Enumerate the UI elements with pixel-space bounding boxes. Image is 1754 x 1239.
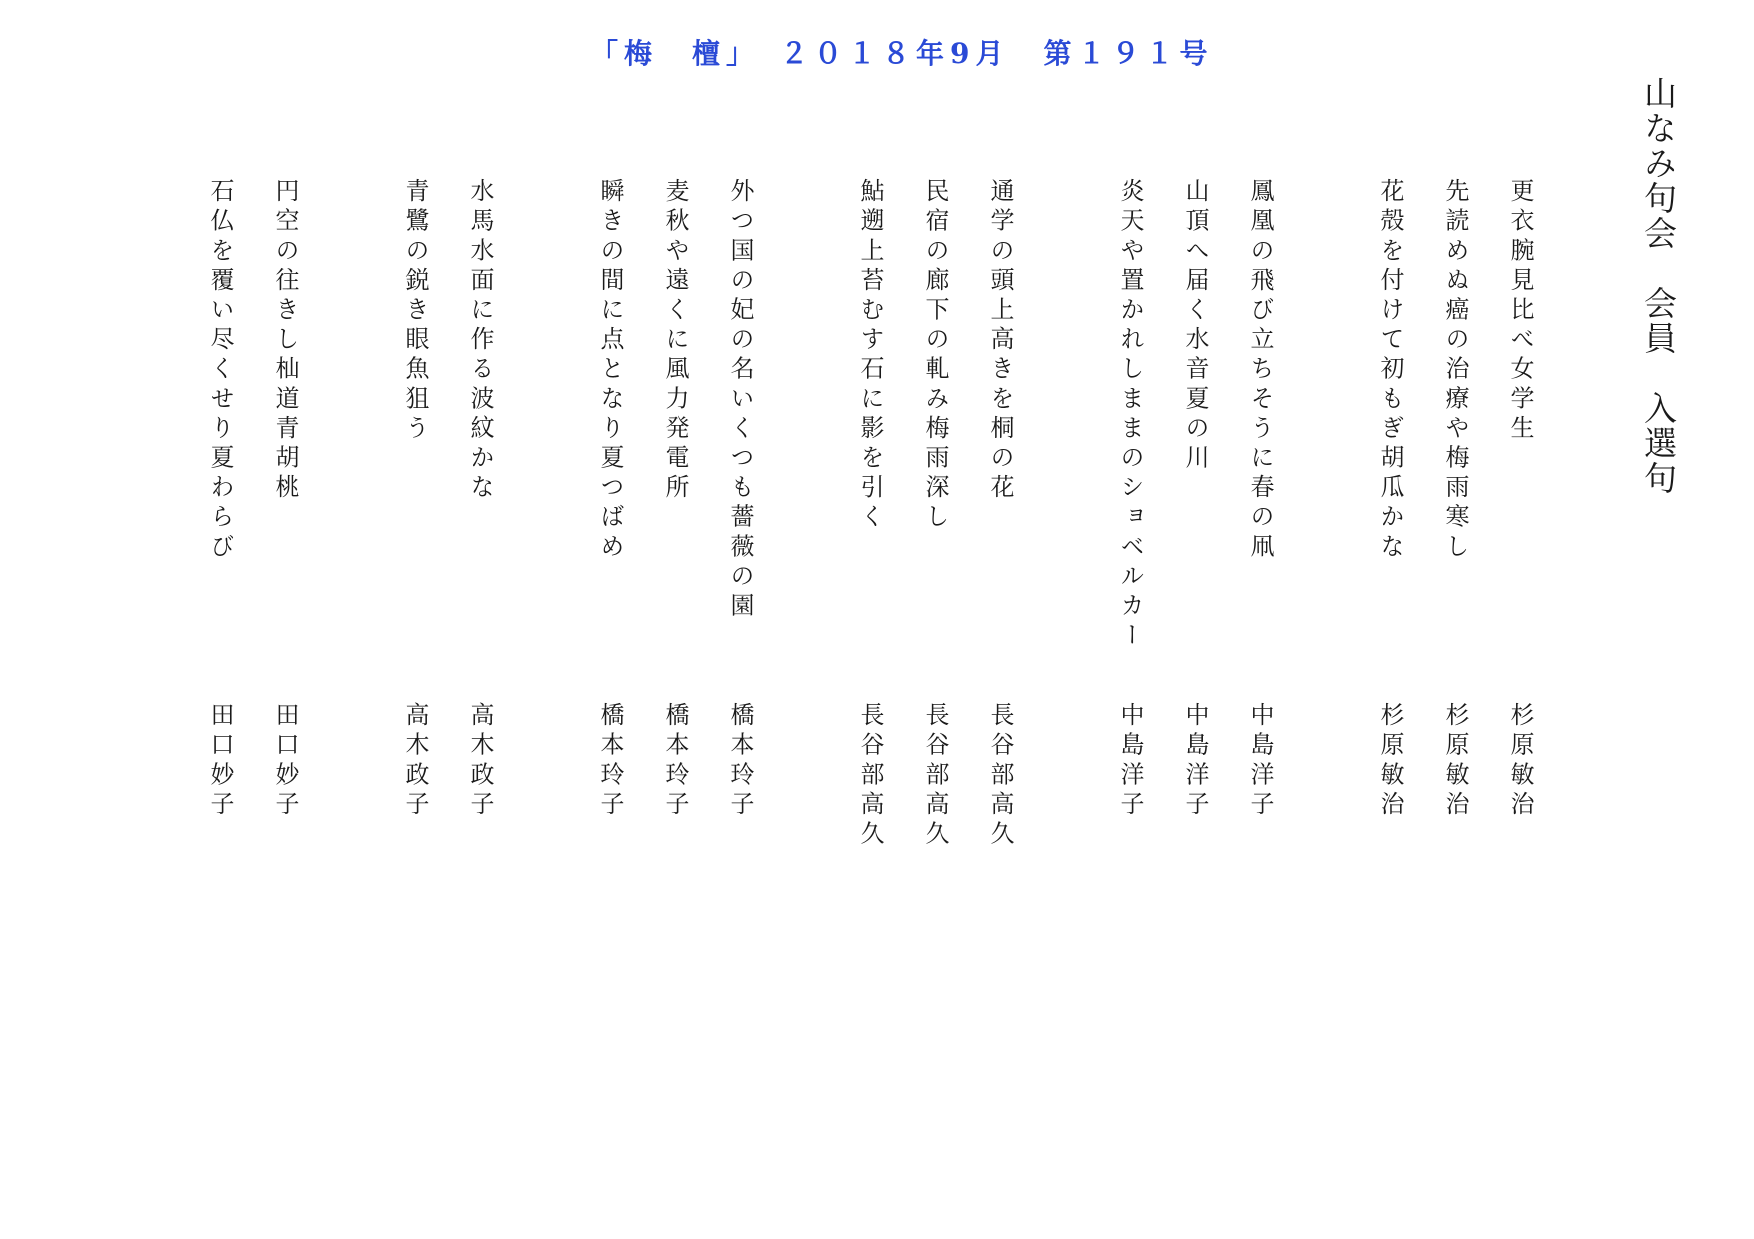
haiku-text: 先読めぬ癌の治療や梅雨寒し xyxy=(1441,178,1469,563)
haiku-text: 水馬水面に作る波紋かな xyxy=(466,178,494,504)
haiku-entry xyxy=(981,0,1019,1239)
haiku-text: 鮎遡上苔むす石に影を引く xyxy=(856,178,884,534)
haiku-entry xyxy=(656,0,694,1239)
haiku-author: 長谷部高久 xyxy=(986,702,1014,850)
haiku-entry xyxy=(1241,0,1279,1239)
haiku-entry xyxy=(266,0,304,1239)
haiku-text: 炎天や置かれしままのショベルカー xyxy=(1116,178,1144,652)
haiku-text: 外つ国の妃の名いくつも薔薇の園 xyxy=(726,178,754,622)
haiku-entry xyxy=(1501,0,1539,1239)
haiku-author: 長谷部高久 xyxy=(856,702,884,850)
haiku-entry xyxy=(916,0,954,1239)
haiku-author: 橋本玲子 xyxy=(596,702,624,821)
haiku-text: 青鷺の鋭き眼魚狙う xyxy=(401,178,429,445)
haiku-entry xyxy=(461,0,499,1239)
haiku-text: 鳳凰の飛び立ちそうに春の凧 xyxy=(1246,178,1274,563)
haiku-author: 田口妙子 xyxy=(206,702,234,821)
haiku-author: 中島洋子 xyxy=(1246,702,1274,821)
haiku-text: 花殻を付けて初もぎ胡瓜かな xyxy=(1376,178,1404,563)
section-title: 山なみ句会 会員 入選句 xyxy=(1639,76,1678,496)
haiku-author: 中島洋子 xyxy=(1116,702,1144,821)
haiku-author: 高木政子 xyxy=(401,702,429,821)
haiku-author: 田口妙子 xyxy=(271,702,299,821)
haiku-author: 長谷部高久 xyxy=(921,702,949,850)
haiku-author: 橋本玲子 xyxy=(661,702,689,821)
haiku-text: 山頂へ届く水音夏の川 xyxy=(1181,178,1209,474)
haiku-author: 杉原敏治 xyxy=(1441,702,1469,821)
haiku-entry xyxy=(851,0,889,1239)
haiku-entry xyxy=(591,0,629,1239)
haiku-text: 通学の頭上高きを桐の花 xyxy=(986,178,1014,504)
haiku-text: 瞬きの間に点となり夏つばめ xyxy=(596,178,624,563)
haiku-text: 民宿の廊下の軋み梅雨深し xyxy=(921,178,949,534)
haiku-entry xyxy=(721,0,759,1239)
haiku-author: 橋本玲子 xyxy=(726,702,754,821)
haiku-author: 杉原敏治 xyxy=(1376,702,1404,821)
haiku-entry xyxy=(1111,0,1149,1239)
haiku-entry xyxy=(1436,0,1474,1239)
haiku-author: 杉原敏治 xyxy=(1506,702,1534,821)
haiku-text: 麦秋や遠くに風力発電所 xyxy=(661,178,689,504)
haiku-entry xyxy=(201,0,239,1239)
haiku-text: 石仏を覆い尽くせり夏わらび xyxy=(206,178,234,563)
journal-title: 「梅 檀」 ２０１８年9月 第１９１号 xyxy=(590,37,1214,70)
haiku-text: 円空の往きし杣道青胡桃 xyxy=(271,178,299,504)
haiku-entry xyxy=(1176,0,1214,1239)
haiku-author: 高木政子 xyxy=(466,702,494,821)
haiku-entry xyxy=(1371,0,1409,1239)
haiku-text: 更衣腕見比べ女学生 xyxy=(1506,178,1534,445)
haiku-author: 中島洋子 xyxy=(1181,702,1209,821)
haiku-entry xyxy=(396,0,434,1239)
